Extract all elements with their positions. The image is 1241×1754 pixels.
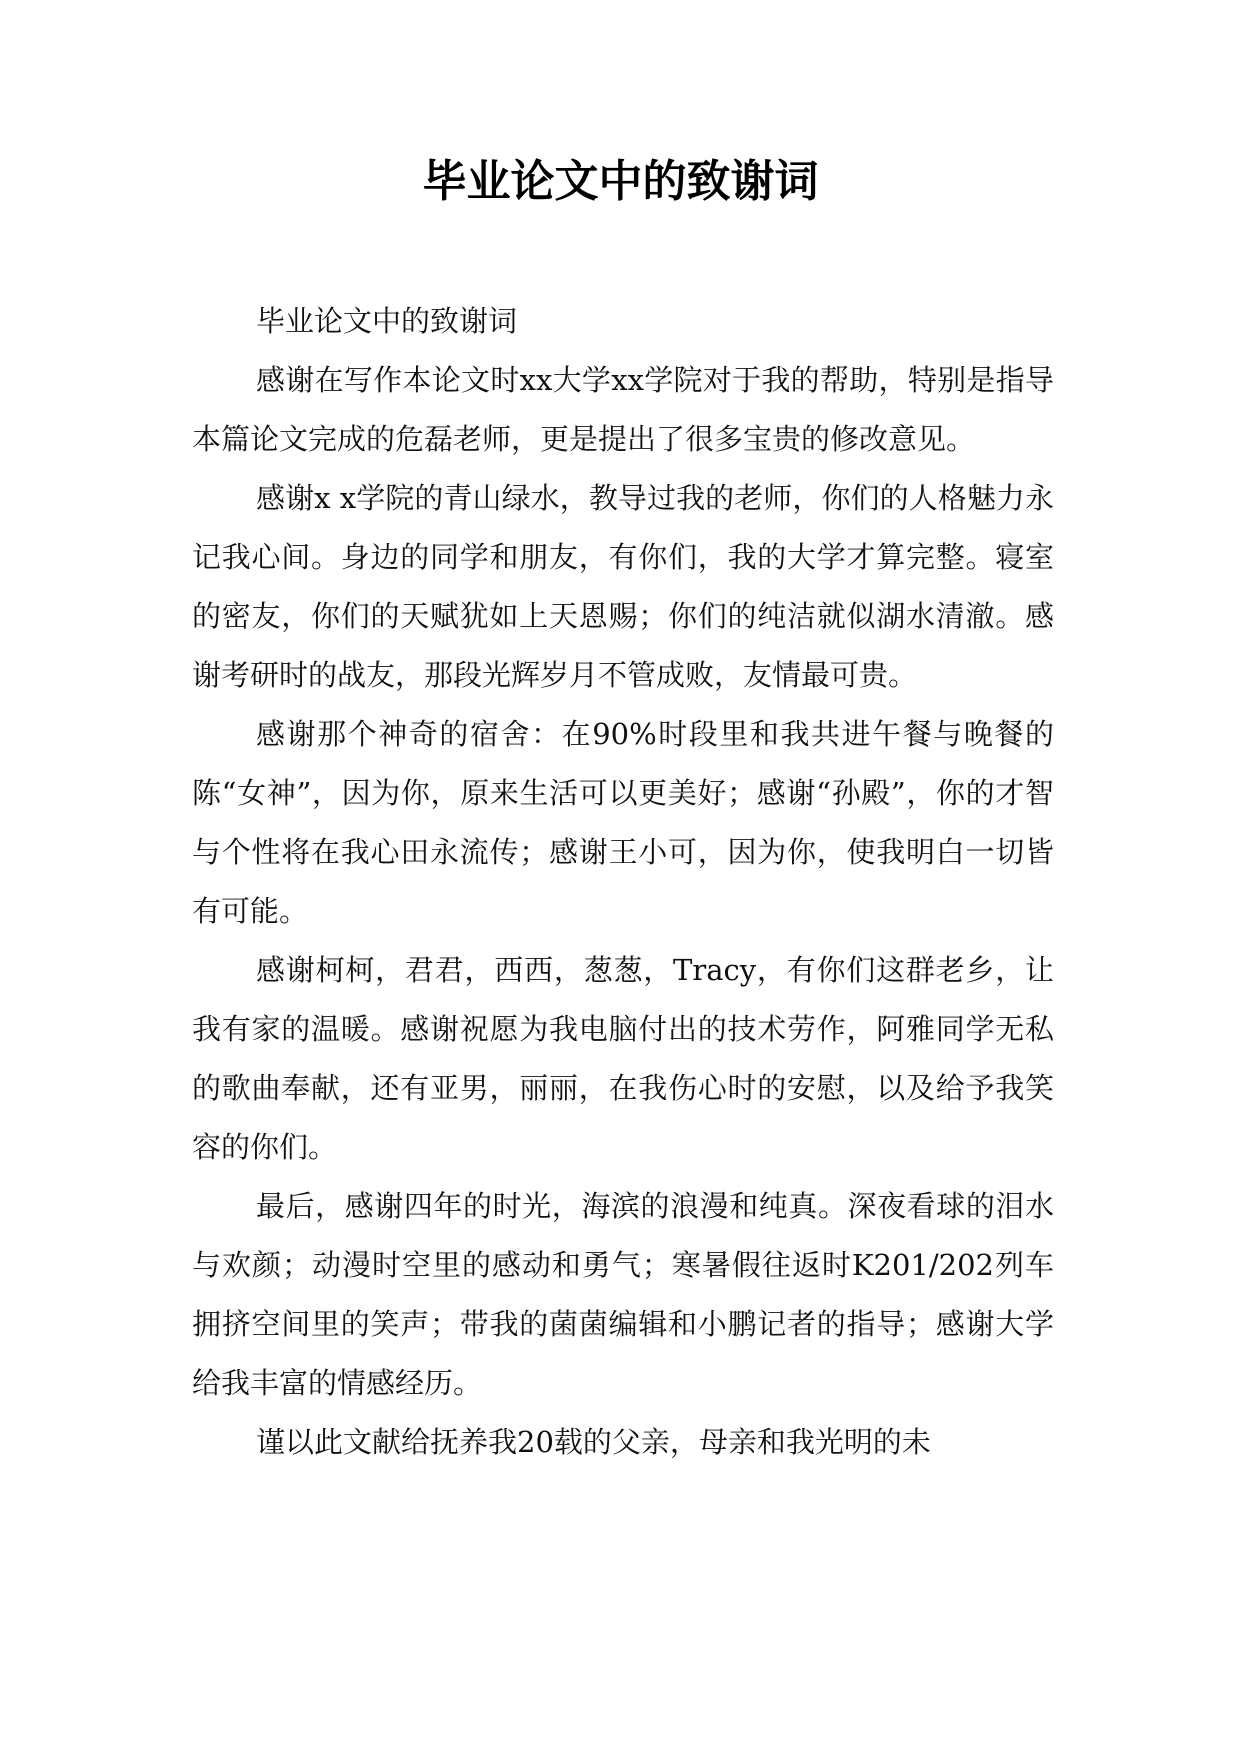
document-title: 毕业论文中的致谢词 xyxy=(422,156,819,207)
paragraph: 感谢在写作本论文时xx大学xx学院对于我的帮助，特别是指导本篇论文完成的危磊老师，更是提出了很多宝贵的修改意见。 xyxy=(192,363,1054,456)
paragraph: 感谢x x学院的青山绿水，教导过我的老师，你们的人格魅力永记我心间。身边的同学和朋友，有你们，我的大学才算完整。寝室的密友，你们的天赋犹如上天恩赐；你们的纯洁就似湖水清澈。感谢考研时的战友，那段光辉岁月不管成败，友情最可贵。 xyxy=(192,481,1054,692)
paragraph: 感谢那个神奇的宿舍：在90%时段里和我共进午餐与晚餐的陈“女神”，因为你，原来生活可以更美好；感谢“孙殿”，你的才智与个性将在我心田永流传；感谢王小可，因为你，使我明白一切皆有可能。 xyxy=(192,717,1054,928)
paragraph: 感谢柯柯，君君，西西，葱葱，Tracy，有你们这群老乡，让我有家的温暖。感谢祝愿为我电脑付出的技术劳作，阿雅同学无私的歌曲奉献，还有亚男，丽丽，在我伤心时的安慰，以及给予我笑容的你们。 xyxy=(192,953,1054,1164)
paragraph: 最后，感谢四年的时光，海滨的浪漫和纯真。深夜看球的泪水与欢颜；动漫时空里的感动和勇气；寒暑假往返时K201/202列车拥挤空间里的笑声；带我的菌菌编辑和小鹏记者的指导；感谢大学给我丰富的情感经历。 xyxy=(192,1189,1054,1400)
document-body xyxy=(192,292,1054,1472)
paragraph-subtitle: 毕业论文中的致谢词 xyxy=(256,304,518,338)
paragraph: 谨以此文献给抚养我20载的父亲，母亲和我光明的未 xyxy=(256,1425,931,1459)
